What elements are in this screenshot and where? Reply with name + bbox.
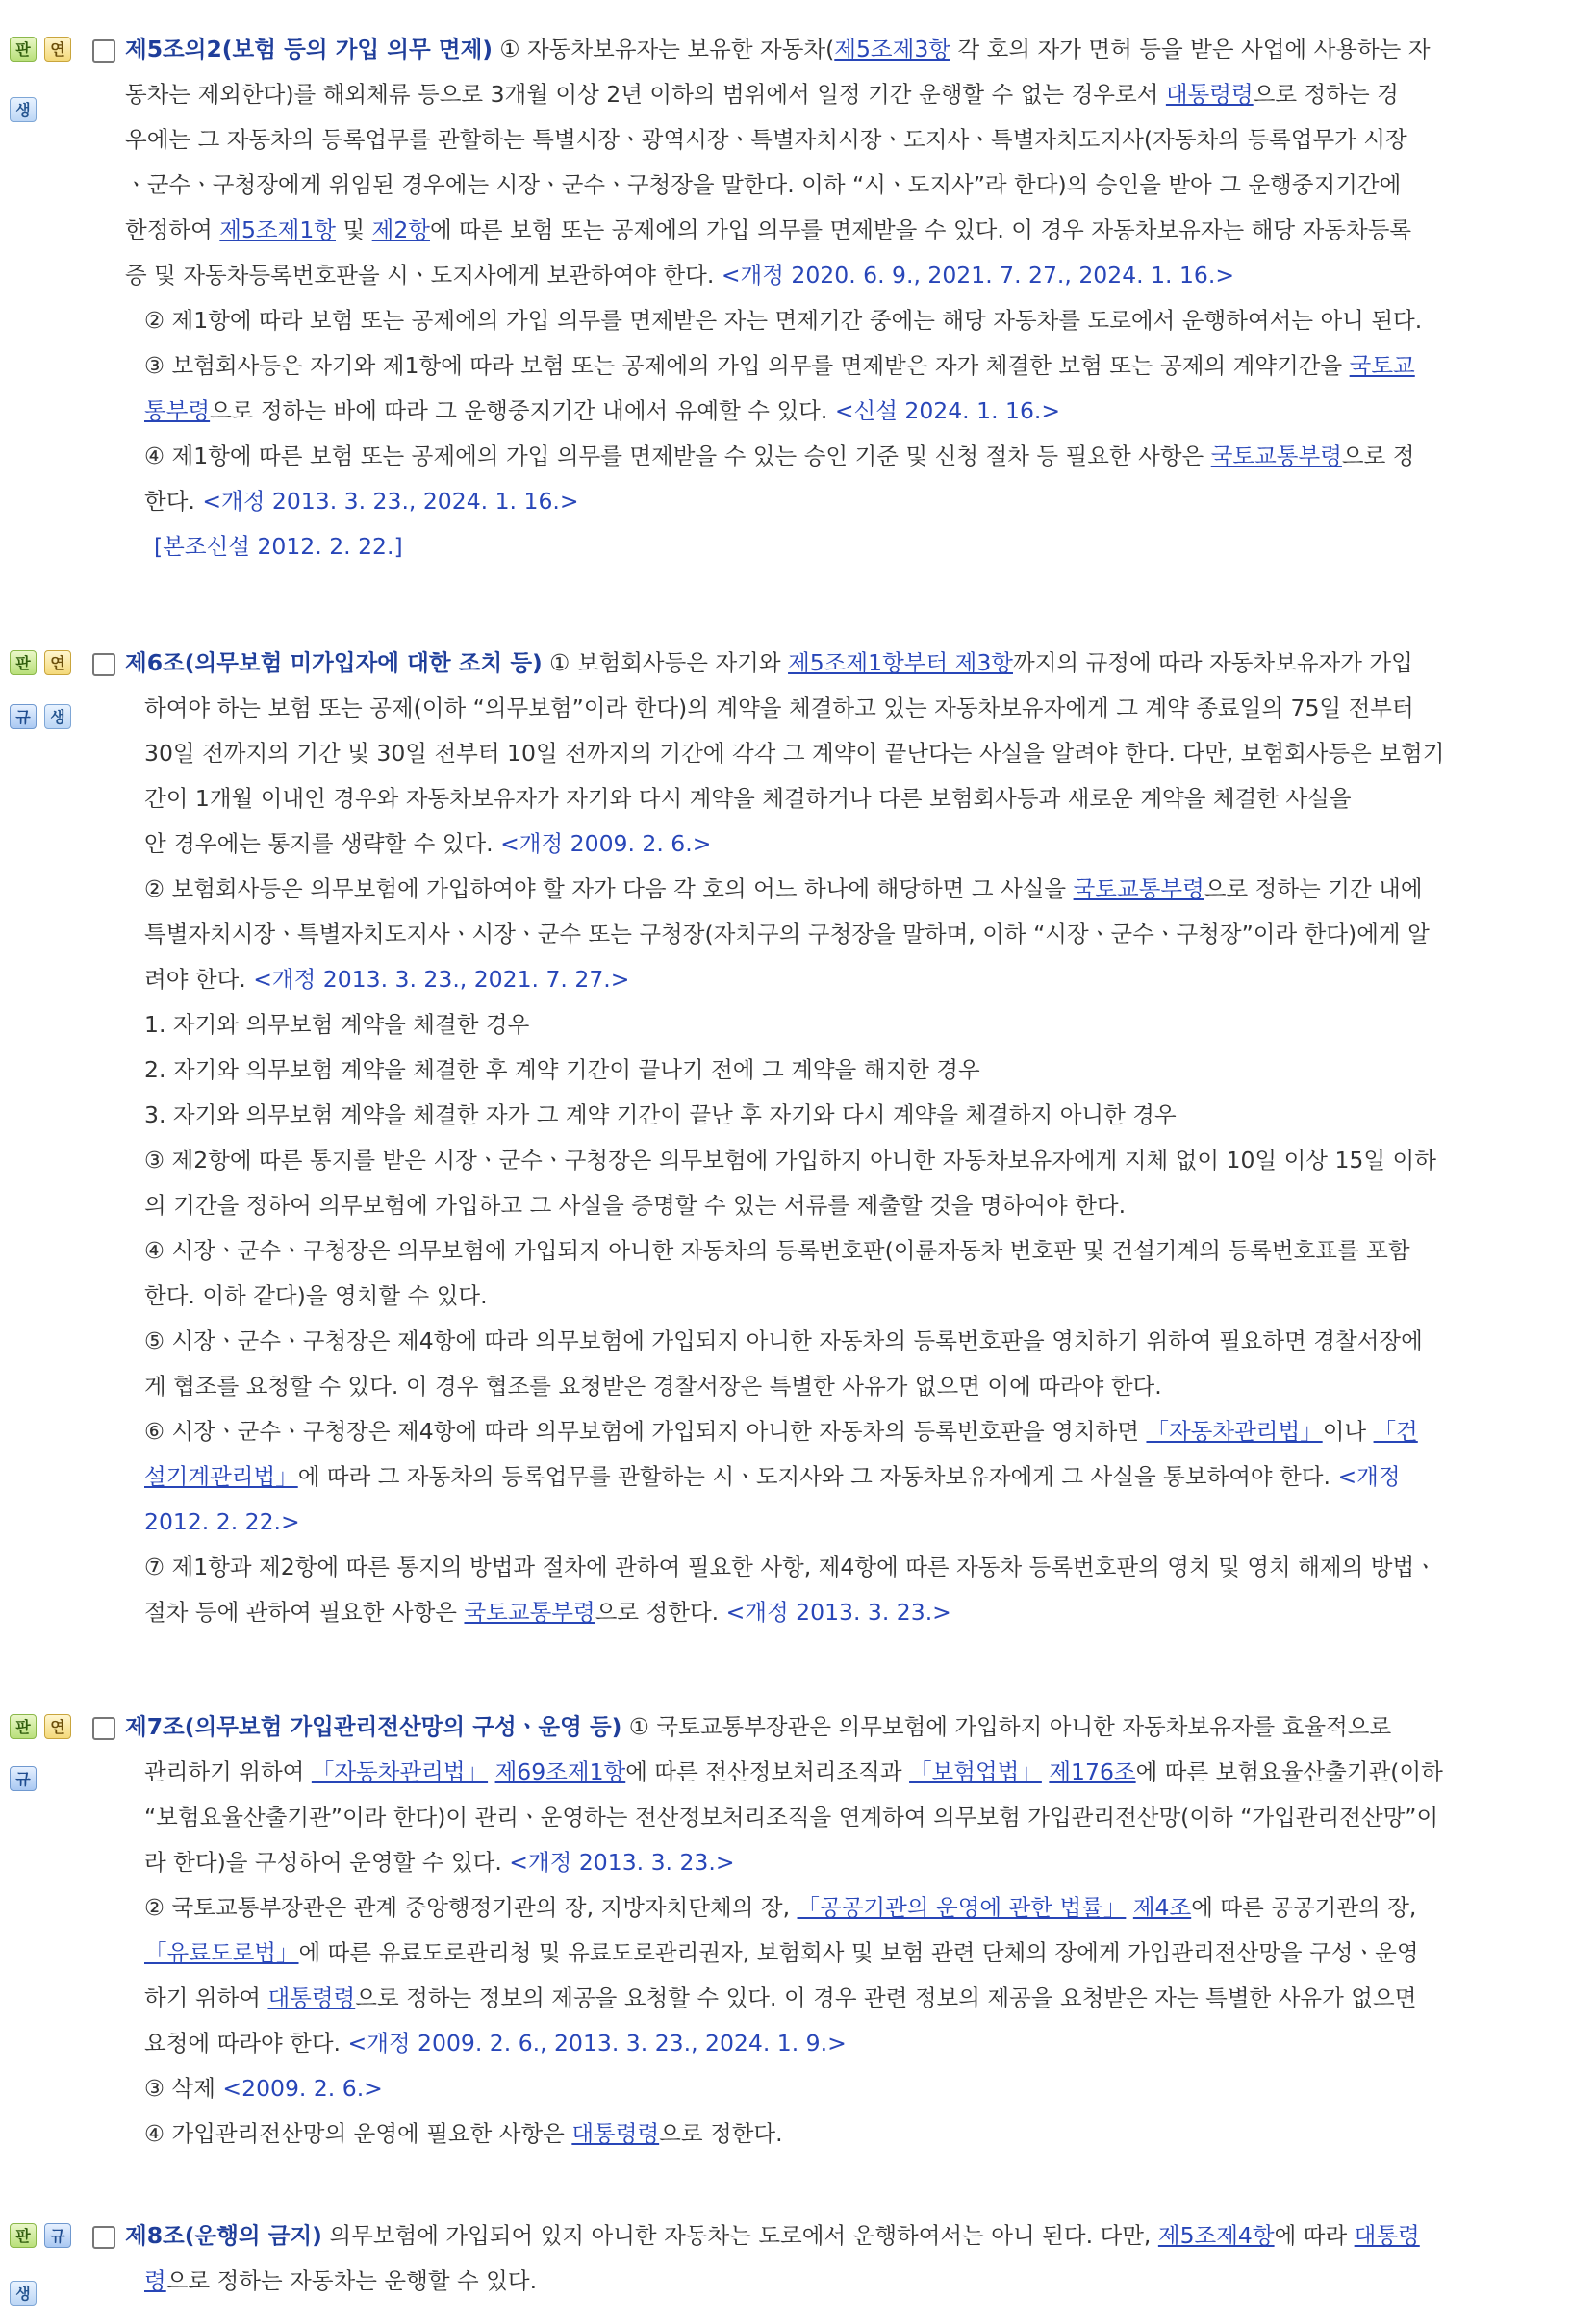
text: ① 자동차보유자는 보유한 자동차( (499, 36, 835, 63)
text: 우에는 그 자동차의 등록업무를 관할하는 특별시장ㆍ광역시장ㆍ특별자치시장ㆍ도지사ㆍ특별자치도지사(자동차의 등록업무가 시장 (125, 126, 1407, 153)
text: 30일 전까지의 기간 및 30일 전부터 10일 전까지의 기간에 각각 그 계약이 끝난다는 사실을 알려야 한다. 다만, 보험회사등은 보험기 (144, 740, 1445, 767)
life-law-icon[interactable]: 생 (10, 2281, 37, 2306)
text: 한정하여 (125, 216, 220, 243)
history-icon[interactable]: 연 (44, 650, 71, 675)
text: 하여야 하는 보험 또는 공제(이하 “의무보험”이라 한다)의 계약을 체결하고 있는 자동차보유자에게 그 계약 종료일의 75일 전부터 (144, 695, 1414, 721)
text: 라 한다)을 구성하여 운영할 수 있다. (144, 1849, 510, 1876)
law-link[interactable]: 제5조제4항 (1157, 2222, 1275, 2249)
text: “보험요율산출기관”이라 한다)이 관리ㆍ운영하는 전산정보처리조직을 연계하여 의무보험 가입관리전산망(이하 “가입관리전산망”이 (144, 1804, 1439, 1831)
article-5-2-para-1 (125, 27, 1563, 298)
law-link[interactable]: 제5조제1항부터 제3항 (788, 649, 1013, 676)
list-item: 3. 자기와 의무보험 계약을 체결한 자가 그 계약 기간이 끝난 후 자기와 다시 계약을 체결하지 아니한 경우 (144, 1101, 1177, 1128)
article-title[interactable]: 제7조(의무보험 가입관리전산망의 구성ㆍ운영 등) (125, 1713, 622, 1740)
life-law-icon[interactable]: 생 (44, 704, 71, 729)
text: 하기 위하여 (144, 1984, 268, 2011)
article-6-para-1 (125, 641, 1563, 686)
text: 으로 정 (1341, 442, 1415, 469)
law-link[interactable]: 「공공기관의 운영에 관한 법률」 (797, 1894, 1127, 1921)
amendment-date: <신설 2024. 1. 16.> (834, 397, 1061, 424)
text: ㆍ군수ㆍ구청장에게 위임된 경우에는 시장ㆍ군수ㆍ구청장을 말한다. 이하 “시ㆍ도지사”라 한다)의 승인을 받아 그 운행중지기간에 (125, 171, 1402, 198)
article-6-checkbox[interactable] (92, 653, 115, 676)
amendment-date: <개정 2020. 6. 9., 2021. 7. 27., 2024. 1. 16.> (721, 262, 1235, 289)
text: 증 및 자동차등록번호판을 시ㆍ도지사에게 보관하여야 한다. (125, 262, 722, 289)
new-article-note: [본조신설 2012. 2. 22.] (154, 533, 403, 560)
text: 안 경우에는 통지를 생략할 수 있다. (144, 830, 501, 857)
article-7-para-1 (125, 1705, 1563, 1750)
text: ① 국토교통부장관은 의무보험에 가입하지 아니한 자동차보유자를 효율적으로 (628, 1713, 1392, 1740)
text: ① 보험회사등은 자기와 (549, 649, 789, 676)
article-8-para-1 (125, 2213, 1563, 2259)
precedent-icon[interactable]: 판 (10, 37, 37, 62)
regulation-icon[interactable]: 규 (44, 2223, 71, 2248)
article-6-rest (144, 686, 1563, 1635)
history-icon[interactable]: 연 (44, 37, 71, 62)
text: 간이 1개월 이내인 경우와 자동차보유자가 자기와 다시 계약을 체결하거나 다른 보험회사등과 새로운 계약을 체결한 사실을 (144, 785, 1352, 812)
text: ⑦ 제1항과 제2항에 따른 통지의 방법과 절차에 관하여 필요한 사항, 제4항에 따른 자동차 등록번호판의 영치 및 영치 해제의 방법ㆍ (144, 1554, 1436, 1580)
text: 의 기간을 정하여 의무보험에 가입하고 그 사실을 증명할 수 있는 서류를 제출할 것을 명하여야 한다. (144, 1192, 1127, 1219)
law-link[interactable]: 국토교통부령 (1210, 442, 1342, 469)
text: ④ 제1항에 따른 보험 또는 공제에의 가입 의무를 면제받을 수 있는 승인 기준 및 신청 절차 등 필요한 사항은 (144, 442, 1211, 469)
amendment-date: <2009. 2. 6.> (222, 2075, 383, 2102)
law-link[interactable]: 대통령령 (571, 2120, 660, 2147)
text: ③ 보험회사등은 자기와 제1항에 따라 보험 또는 공제에의 가입 의무를 면제받은 자가 체결한 보험 또는 공제의 계약기간을 (144, 352, 1350, 379)
text: 이나 (1322, 1418, 1374, 1445)
text: 각 호의 자가 면허 등을 받은 사업에 사용하는 자 (950, 36, 1431, 63)
text: 까지의 규정에 따라 자동차보유자가 가입 (1013, 649, 1413, 676)
law-link[interactable]: 제5조제3항 (834, 36, 950, 63)
text: 으로 정하는 경 (1253, 81, 1399, 108)
text: ③ 삭제 (144, 2075, 223, 2102)
paragraph: ② 제1항에 따라 보험 또는 공제에의 가입 의무를 면제받은 자는 면제기간 중에는 해당 자동차를 도로에서 운행하여서는 아니 된다. (144, 307, 1423, 334)
history-icon[interactable]: 연 (44, 1714, 71, 1739)
law-link[interactable]: 제4조 (1132, 1894, 1192, 1921)
amendment-date: <개정 2009. 2. 6., 2013. 3. 23., 2024. 1. 9.> (347, 2030, 847, 2057)
text: 으로 정하는 바에 따라 그 운행중지기간 내에서 유예할 수 있다. (210, 397, 835, 424)
text: 려야 한다. (144, 966, 254, 993)
precedent-icon[interactable]: 판 (10, 1714, 37, 1739)
law-link[interactable]: 제69조제1항 (494, 1758, 626, 1785)
text: 으로 정하는 기간 내에 (1204, 875, 1423, 902)
regulation-icon[interactable]: 규 (10, 1766, 37, 1791)
law-link[interactable]: 령 (144, 2267, 166, 2294)
text: 한다. 이하 같다)을 영치할 수 있다. (144, 1282, 488, 1309)
text: ② 보험회사등은 의무보험에 가입하여야 할 자가 다음 각 호의 어느 하나에 해당하면 그 사실을 (144, 875, 1074, 902)
text: 한다. (144, 488, 203, 515)
text: 에 따른 유료도로관리청 및 유료도로관리권자, 보험회사 및 보험 관련 단체의 장에게 가입관리전산망을 구성ㆍ운영 (298, 1939, 1419, 1966)
law-link[interactable]: 「자동차관리법」 (311, 1758, 489, 1785)
text: 으로 정하는 자동차는 운행할 수 있다. (165, 2267, 538, 2294)
law-link[interactable]: 「유료도로법」 (144, 1939, 299, 1966)
law-link[interactable]: 「건 (1373, 1418, 1418, 1445)
text: 동차는 제외한다)를 해외체류 등으로 3개월 이상 2년 이하의 범위에서 일정 기간 운행할 수 없는 경우로서 (125, 81, 1166, 108)
text: ④ 가입관리전산망의 운영에 필요한 사항은 (144, 2120, 572, 2147)
list-item: 2. 자기와 의무보험 계약을 체결한 후 계약 기간이 끝나기 전에 그 계약을 해지한 경우 (144, 1056, 980, 1083)
text: 에 따른 공공기관의 장, (1191, 1894, 1417, 1921)
text: 으로 정하는 정보의 제공을 요청할 수 있다. 이 경우 관련 정보의 제공을 요청받은 자는 특별한 사유가 없으면 (355, 1984, 1417, 2011)
text: 에 따른 보험요율산출기관(이하 (1135, 1758, 1443, 1785)
amendment-date: <개정 2013. 3. 23.> (509, 1849, 735, 1876)
text: 으로 정한다. (595, 1599, 726, 1626)
article-7-rest (144, 1750, 1563, 2157)
article-7-checkbox[interactable] (92, 1717, 115, 1740)
text: 특별자치시장ㆍ특별자치도지사ㆍ시장ㆍ군수 또는 구청장(자치구의 구청장을 말하며, 이하 “시장ㆍ군수ㆍ구청장”이라 한다)에게 알 (144, 921, 1430, 947)
text: 에 따른 보험 또는 공제에의 가입 의무를 면제받을 수 있다. 이 경우 자동차보유자는 해당 자동차등록 (430, 216, 1412, 243)
article-8-rest (144, 2259, 1563, 2304)
precedent-icon[interactable]: 판 (10, 2223, 37, 2248)
amendment-date: <개정 2013. 3. 23.> (725, 1599, 951, 1626)
text: 에 따라 (1274, 2222, 1355, 2249)
amendment-date: <개정 2013. 3. 23., 2021. 7. 27.> (253, 966, 630, 993)
law-link[interactable]: 「보험업법」 (909, 1758, 1042, 1785)
text: 관리하기 위하여 (144, 1758, 312, 1785)
life-law-icon[interactable]: 생 (10, 97, 37, 122)
text: 요청에 따라야 한다. (144, 2030, 348, 2057)
text: 으로 정한다. (659, 2120, 783, 2147)
law-link[interactable]: 제176조 (1049, 1758, 1136, 1785)
text: ⑤ 시장ㆍ군수ㆍ구청장은 제4항에 따라 의무보험에 가입되지 아니한 자동차의 등록번호판을 영치하기 위하여 필요하면 경찰서장에 (144, 1327, 1423, 1354)
law-link[interactable]: 대통령령 (1165, 81, 1254, 108)
article-5-2-checkbox[interactable] (92, 39, 115, 63)
amendment-date: 2012. 2. 22.> (144, 1508, 300, 1535)
law-link[interactable]: 대통령령 (267, 1984, 356, 2011)
text: ② 국토교통부장관은 관계 중앙행정기관의 장, 지방자치단체의 장, (144, 1894, 798, 1921)
text: 의무보험에 가입되어 있지 아니한 자동차는 도로에서 운행하여서는 아니 된다. 다만, (321, 2222, 1158, 2249)
article-5-2-rest (144, 298, 1563, 569)
text: 절차 등에 관하여 필요한 사항은 (144, 1599, 465, 1626)
article-8-checkbox[interactable] (92, 2226, 115, 2249)
text: 및 (336, 216, 372, 243)
amendment-date: <개정 2009. 2. 6.> (500, 830, 712, 857)
list-item: 1. 자기와 의무보험 계약을 체결한 경우 (144, 1011, 530, 1038)
law-link[interactable]: 국토교 (1349, 352, 1415, 379)
text: 에 따른 전산정보처리조직과 (625, 1758, 910, 1785)
text: ⑥ 시장ㆍ군수ㆍ구청장은 제4항에 따라 의무보험에 가입되지 아니한 자동차의 등록번호판을 영치하면 (144, 1418, 1147, 1445)
article-title[interactable]: 제5조의2(보험 등의 가입 의무 면제) (125, 36, 494, 63)
law-link[interactable]: 통부령 (144, 397, 211, 424)
regulation-icon[interactable]: 규 (10, 704, 37, 729)
law-link[interactable]: 제2항 (371, 216, 431, 243)
text: 에 따라 그 자동차의 등록업무를 관할하는 시ㆍ도지사와 그 자동차보유자에게 그 사실을 통보하여야 한다. (297, 1463, 1338, 1490)
text: ③ 제2항에 따른 통지를 받은 시장ㆍ군수ㆍ구청장은 의무보험에 가입하지 아니한 자동차보유자에게 지체 없이 10일 이상 15일 이하 (144, 1147, 1436, 1174)
amendment-date: <개정 2013. 3. 23., 2024. 1. 16.> (202, 488, 579, 515)
law-link[interactable]: 설기계관리법」 (144, 1463, 298, 1490)
law-link[interactable]: 제5조제1항 (219, 216, 336, 243)
law-link[interactable]: 대통령 (1354, 2222, 1420, 2249)
law-link[interactable]: 「자동차관리법」 (1146, 1418, 1323, 1445)
law-link[interactable]: 국토교통부령 (464, 1599, 595, 1626)
article-title[interactable]: 제6조(의무보험 미가입자에 대한 조치 등) (125, 649, 543, 676)
precedent-icon[interactable]: 판 (10, 650, 37, 675)
text (488, 1758, 494, 1785)
text: 게 협조를 요청할 수 있다. 이 경우 협조를 요청받은 경찰서장은 특별한 사유가 없으면 이에 따라야 한다. (144, 1373, 1162, 1400)
amendment-date: <개정 (1337, 1463, 1401, 1490)
law-link[interactable]: 국토교통부령 (1073, 875, 1204, 902)
article-title[interactable]: 제8조(운행의 금지) (125, 2222, 322, 2249)
text: ④ 시장ㆍ군수ㆍ구청장은 의무보험에 가입되지 아니한 자동차의 등록번호판(이륜자동차 번호판 및 건설기계의 등록번호표를 포함 (144, 1237, 1410, 1264)
